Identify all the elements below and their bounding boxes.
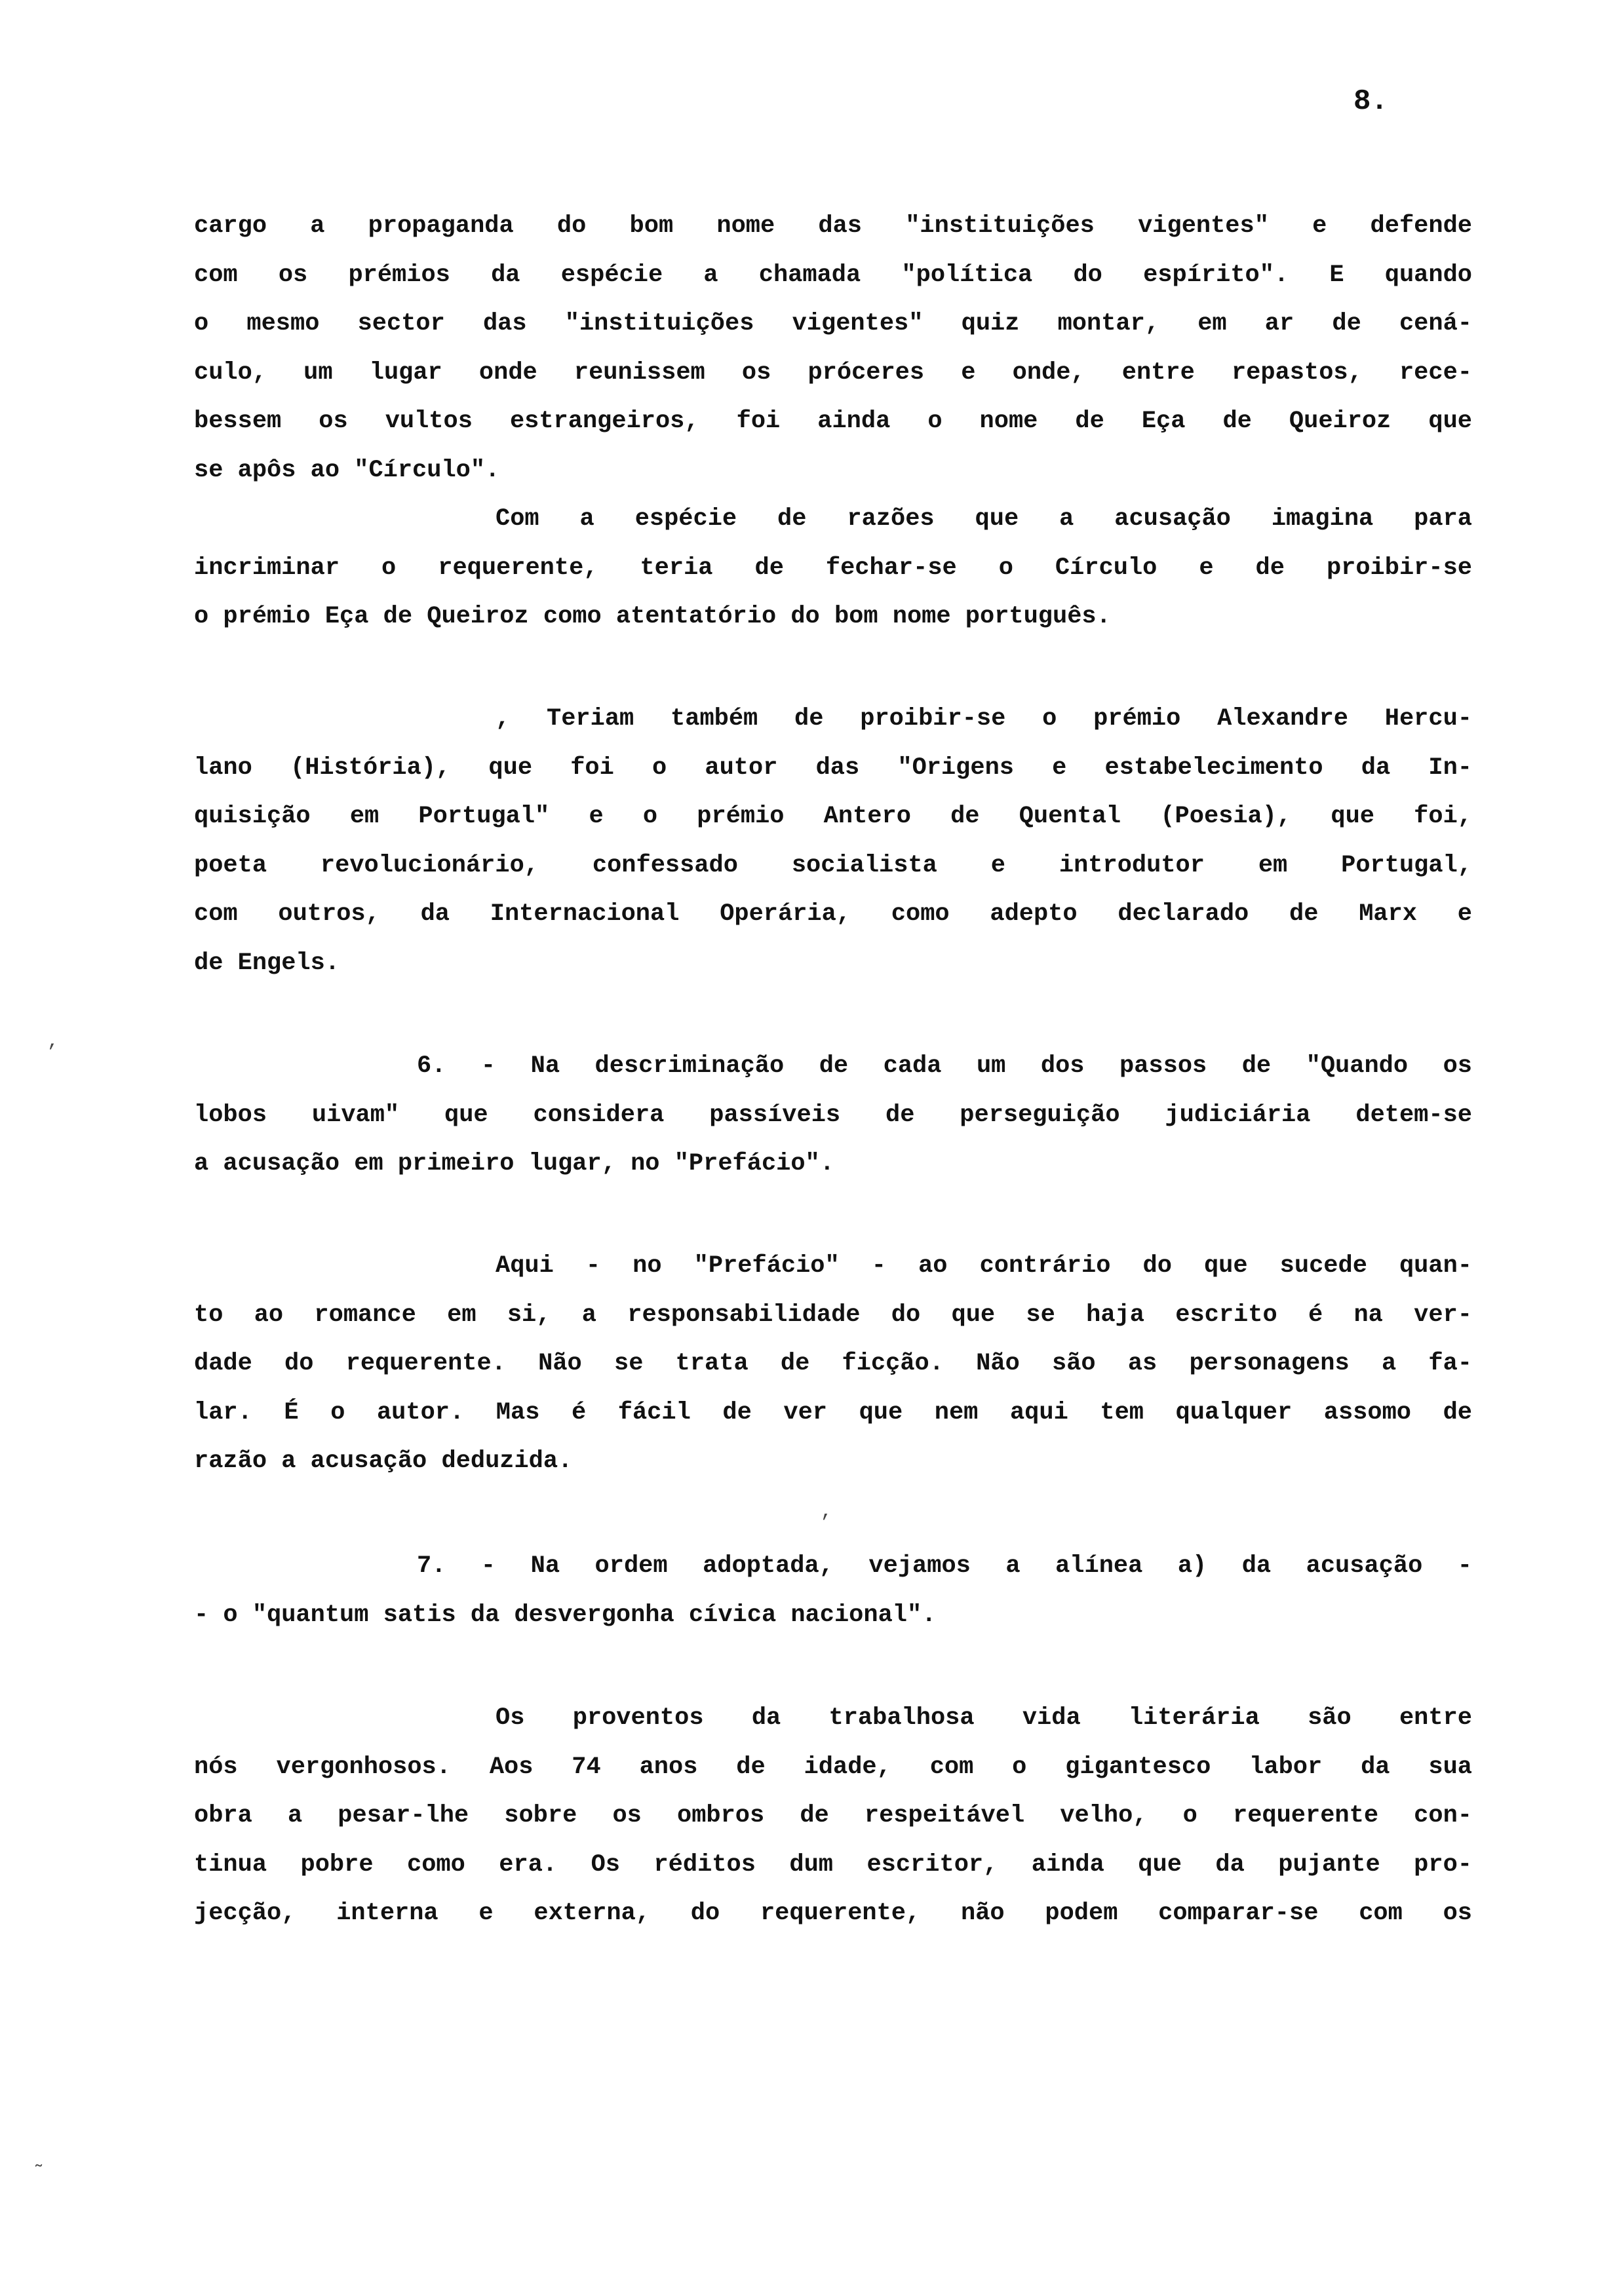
- text-line: a acusação em primeiro lugar, no "Prefácio".: [194, 1150, 834, 1177]
- text-line: Os proventos da trabalhosa vida literária são entre: [496, 1704, 1472, 1732]
- text-line: 6. - Na descriminação de cada um dos passos de "Quando os: [417, 1052, 1472, 1080]
- text-line: dade do requerente. Não se trata de ficção. Não são as personagens a fa-: [194, 1350, 1472, 1377]
- margin-mark: ˜: [33, 2162, 45, 2185]
- text-line: de Engels.: [194, 949, 340, 977]
- paragraph-1: [194, 202, 1472, 495]
- text-line: quisição em Portugal" e o prémio Antero de Quental (Poesia), que foi,: [194, 803, 1472, 830]
- text-line: jecção, interna e externa, do requerente, não podem comparar-se com os: [194, 1900, 1472, 1927]
- paragraph-4: [194, 1042, 1472, 1189]
- paragraph-7: [194, 1694, 1472, 1938]
- text-line: cargo a propaganda do bom nome das "instituições vigentes" e defende: [194, 212, 1472, 240]
- text-line: lobos uivam" que considera passíveis de perseguição judiciária detem-se: [194, 1101, 1472, 1129]
- paragraph-6: [194, 1542, 1472, 1639]
- text-line: , Teriam também de proibir-se o prémio Alexandre Hercu-: [496, 705, 1472, 733]
- text-line: se apôs ao "Círculo".: [194, 456, 500, 484]
- text-line: o mesmo sector das "instituições vigentes" quiz montar, em ar de cená-: [194, 310, 1472, 337]
- text-line: Aqui - no "Prefácio" - ao contrário do que sucede quan-: [496, 1252, 1472, 1280]
- text-line: incriminar o requerente, teria de fechar-se o Círculo e de proibir-se: [194, 554, 1472, 582]
- text-line: com os prémios da espécie a chamada "política do espírito". E quando: [194, 261, 1472, 289]
- text-line: obra a pesar-lhe sobre os ombros de respeitável velho, o requerente con-: [194, 1802, 1472, 1829]
- text-line: nós vergonhosos. Aos 74 anos de idade, com o gigantesco labor da sua: [194, 1753, 1472, 1781]
- text-line: lano (História), que foi o autor das "Origens e estabelecimento da In-: [194, 754, 1472, 782]
- stray-mark: ,: [821, 1501, 833, 1523]
- text-line: culo, um lugar onde reunissem os próceres e onde, entre repastos, rece-: [194, 358, 1472, 387]
- text-line: o prémio Eça de Queiroz como atentatório do bom nome português.: [194, 603, 1111, 630]
- paragraph-2: [194, 495, 1472, 641]
- text-line: poeta revolucionário, confessado socialista e introdutor em Portugal,: [194, 851, 1472, 879]
- text-line: to ao romance em si, a responsabilidade do que se haja escrito é na ver-: [194, 1301, 1472, 1329]
- margin-mark: ’: [46, 1042, 58, 1064]
- text-line: razão a acusação deduzida.: [194, 1447, 573, 1475]
- text-line: tinua pobre como era. Os réditos dum escritor, ainda que da pujante pro-: [194, 1850, 1472, 1879]
- paragraph-5: [194, 1242, 1472, 1486]
- text-line: 7. - Na ordem adoptada, vejamos a alínea a) da acusação -: [417, 1552, 1472, 1580]
- text-line: Com a espécie de razões que a acusação imagina para: [496, 505, 1472, 533]
- text-line: bessem os vultos estrangeiros, foi ainda o nome de Eça de Queiroz que: [194, 408, 1472, 435]
- text-line: - o "quantum satis da desvergonha cívica nacional".: [194, 1601, 937, 1629]
- text-line: com outros, da Internacional Operária, como adepto declarado de Marx e: [194, 900, 1472, 928]
- paragraph-3: [194, 695, 1472, 987]
- page-number: 8.: [1353, 85, 1388, 118]
- text-line: lar. É o autor. Mas é fácil de ver que nem aqui tem qualquer assomo de: [194, 1398, 1472, 1426]
